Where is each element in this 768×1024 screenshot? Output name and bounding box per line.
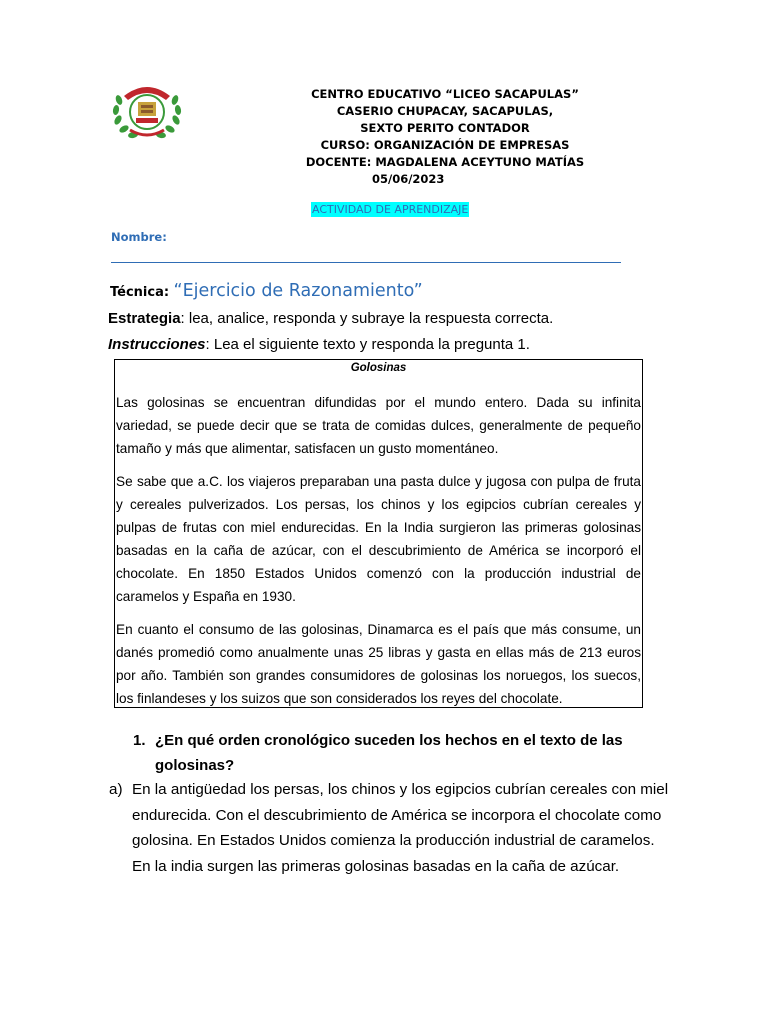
tecnica-value: “Ejercicio de Razonamiento” — [173, 281, 423, 301]
teacher-name: DOCENTE: MAGDALENA ACEYTUNO MATÍAS — [305, 155, 585, 169]
reading-paragraph-2: Se sabe que a.C. los viajeros preparaban una pasta dulce y jugosa con pulpa de fruta y cereales pulverizados. Los persas, los chinos y los egipcios cubrían cereales y pulpas de frutas con miel endurecidas. En la India surgieron las primeras golosinas basadas en la caña de azúcar, con el descubrimiento de América se incorporó el chocolate. En 1850 Estados Unidos comenzó con la producción industrial de caramelos y España en 1930. — [116, 474, 641, 604]
tecnica-line — [110, 281, 423, 301]
school-crest-icon — [108, 80, 186, 144]
school-grade: SEXTO PERITO CONTADOR — [360, 121, 530, 135]
course-name: CURSO: ORGANIZACIÓN DE EMPRESAS — [320, 138, 570, 152]
nombre-line — [111, 262, 621, 263]
estrategia-line — [108, 310, 553, 327]
activity-title: ACTIVIDAD DE APRENDIZAJE — [312, 203, 469, 216]
question-text-line1: ¿En qué orden cronológico suceden los hechos en el texto de las — [155, 732, 623, 749]
instrucciones-text: : Lea el siguiente texto y responda la pregunta 1. — [205, 336, 530, 353]
estrategia-label: Estrategia — [108, 310, 181, 327]
instrucciones-line — [108, 336, 530, 353]
answer-letter: a) — [109, 781, 123, 798]
answer-option-a[interactable] — [109, 777, 669, 879]
school-location: CASERIO CHUPACAY, SACAPULAS, — [336, 104, 554, 118]
question-text-line2: golosinas? — [155, 757, 235, 774]
reading-paragraph-1: Las golosinas se encuentran difundidas por el mundo entero. Dada su infinita variedad, se puede decir que se trata de comidas dulces, generalmente de pequeño tamaño y más que alimentar, satisfacen un gusto momentáneo. — [116, 395, 641, 456]
nombre-label: Nombre: — [111, 230, 167, 244]
question-number: 1. — [133, 732, 146, 749]
reading-box — [114, 359, 643, 708]
reading-title: Golosinas — [350, 362, 407, 374]
estrategia-text: : lea, analice, responda y subraye la respuesta correcta. — [180, 310, 554, 327]
school-name: CENTRO EDUCATIVO “LICEO SACAPULAS” — [311, 87, 579, 101]
question-1 — [133, 728, 653, 778]
answer-text: En la antigüedad los persas, los chinos y los egipcios cubrían cereales con miel endurecida. Con el descubrimiento de América se incorpora el chocolate como golosina. En Estados Unidos comienza la producción industrial de caramelos. En la india surgen las primeras golosinas basadas en la caña de azúcar. — [132, 781, 669, 875]
document-date: 05/06/2023 — [372, 172, 445, 186]
tecnica-label: Técnica: — [110, 285, 170, 300]
school-header — [280, 86, 610, 188]
reading-paragraph-3: En cuanto el consumo de las golosinas, Dinamarca es el país que más consume, un danés promedió como anualmente unas 25 libras y gasta en ellas más de 213 euros por año. También son grandes consumidores de golosinas los noruegos, los suecos, los finlandeses y los suizos que son considerados los reyes del chocolate. — [116, 622, 641, 706]
instrucciones-label: Instrucciones — [108, 336, 206, 353]
